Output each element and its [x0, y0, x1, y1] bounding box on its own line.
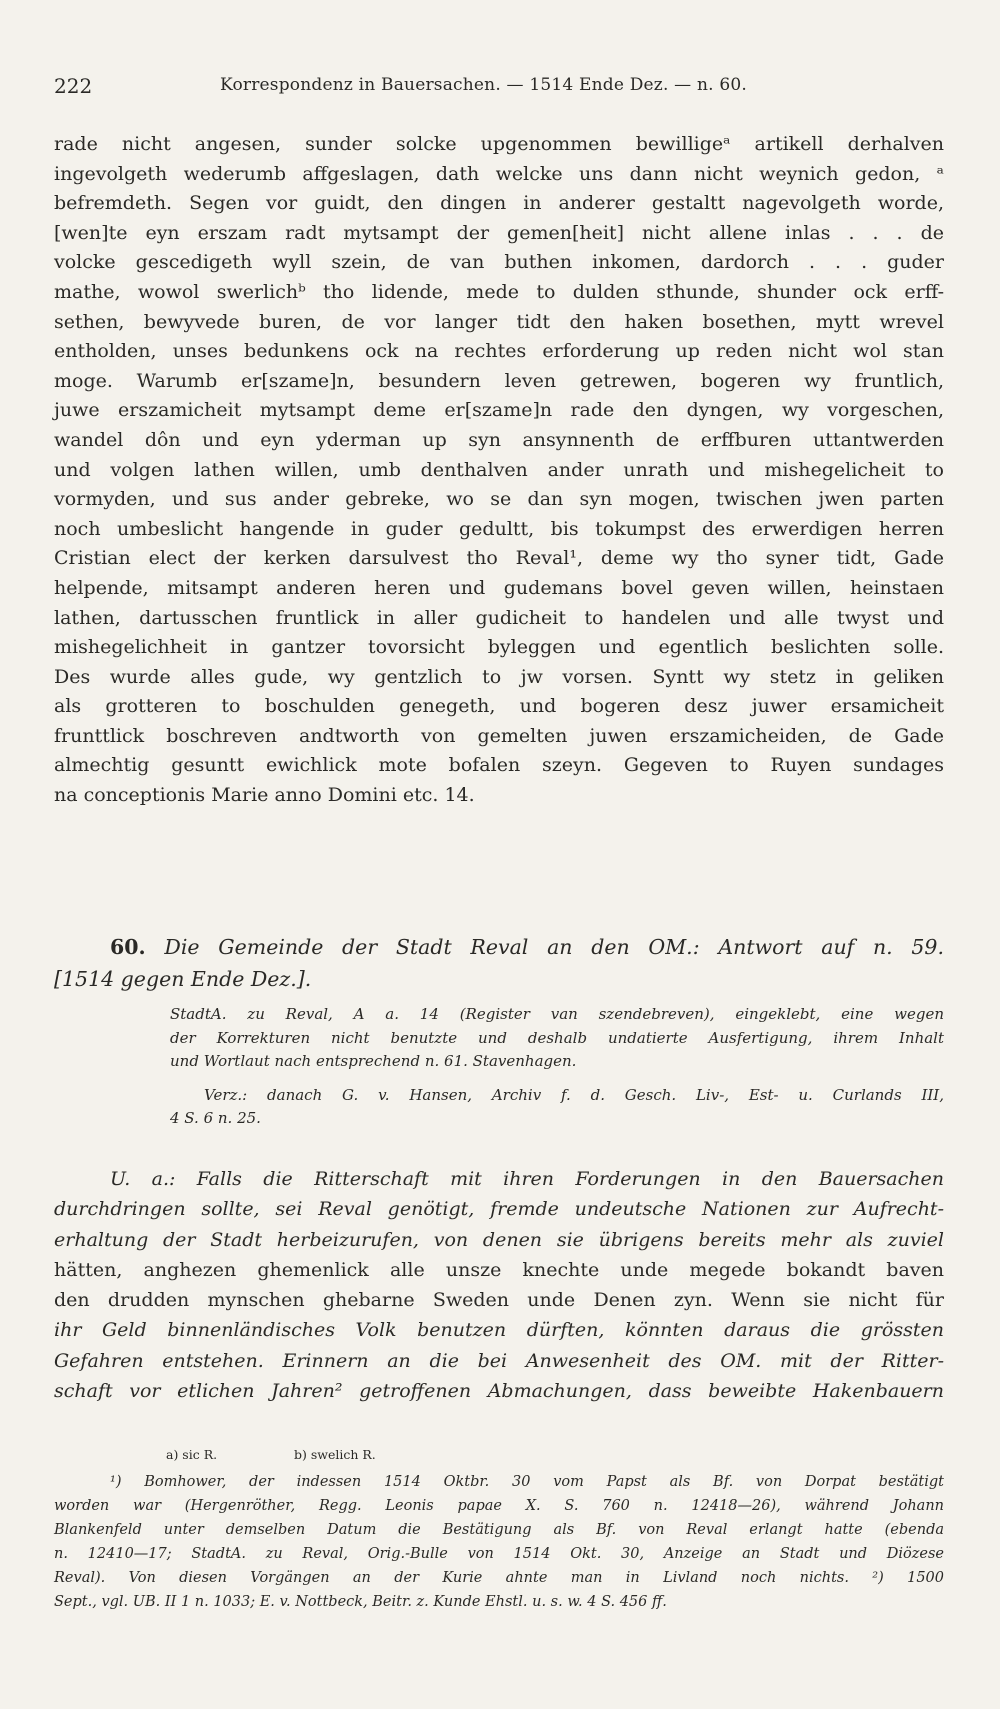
- page-number: 222: [54, 74, 93, 98]
- summary-line: U. a.: Falls die Ritterschaft mit ihren Forderungen in den Bauersachen: [110, 1168, 944, 1190]
- text-line: wandel dôn und eyn yderman up syn ansynnenth de erffburen uttantwerden: [54, 428, 944, 451]
- footnote-line: Reval). Von diesen Vorgängen an der Kurie ahnte man in Livland noch nichts. ²) 1500: [54, 1570, 944, 1586]
- text-line: ingevolgeth wederumb affgeslagen, dath welcke uns dann nicht weynich gedon, ᵃ: [54, 162, 944, 185]
- text-line: mishegelichheit in gantzer tovorsicht byleggen und egentlich beslichten solle.: [54, 636, 944, 659]
- footnote-line: ¹) Bomhower, der indessen 1514 Oktbr. 30 vom Papst als Bf. von Dorpat bestätigt: [110, 1474, 944, 1490]
- variant-note-b: b) swelich R.: [294, 1447, 376, 1462]
- source-line: und Wortlaut nach entsprechend n. 61. Stavenhagen.: [170, 1052, 577, 1070]
- variant-notes: [0, 1447, 1000, 1467]
- source-line: der Korrekturen nicht benutzte und deshalb undatierte Ausfertigung, ihrem Inhalt: [170, 1028, 944, 1047]
- letter-text: [54, 130, 944, 811]
- section-date: [1514 gegen Ende Dez.].: [54, 967, 312, 991]
- footnote-line: worden war (Hergenröther, Regg. Leonis papae X. S. 760 n. 12418—26), während Johann: [54, 1498, 944, 1514]
- text-line: noch umbeslicht hangende in guder gedultt, bis tokumpst des erwerdigen herren: [54, 517, 944, 540]
- summary-line: den drudden mynschen ghebarne Sweden unde Denen zyn. Wenn sie nicht für: [54, 1289, 944, 1312]
- text-line: juwe erszamicheit mytsampt deme er[szame]n rade den dyngen, wy vorgeschen,: [54, 399, 944, 422]
- text-line: als grotteren to boschulden genegeth, und bogeren desz juwer ersamicheit: [54, 695, 944, 718]
- verz-line: 4 S. 6 n. 25.: [170, 1109, 261, 1127]
- text-line: frunttlick boschreven andtworth von gemelten juwen erszamicheiden, de Gade: [54, 724, 944, 747]
- variant-note-a: a) sic R.: [166, 1447, 218, 1462]
- section-number: 60.: [110, 935, 146, 959]
- verz-line: Verz.: danach G. v. Hansen, Archiv f. d. Gesch. Liv-, Est- u. Curlands III,: [204, 1085, 944, 1104]
- text-line: moge. Warumb er[szame]n, besundern leven getrewen, bogeren wy fruntlich,: [54, 369, 944, 392]
- summary-line: durchdringen sollte, sei Reval genötigt, fremde undeutsche Nationen zur Aufrecht-: [54, 1198, 944, 1221]
- summary-line: ihr Geld binnenländisches Volk benutzen dürften, könnten daraus die grössten: [54, 1319, 944, 1342]
- summary-line: hätten, anghezen ghemenlick alle unsze knechte unde megede bokandt baven: [54, 1258, 944, 1281]
- source-line: StadtA. zu Reval, A a. 14 (Register van szendebreven), eingeklebt, eine wegen: [170, 1005, 944, 1023]
- text-line: lathen, dartusschen fruntlick in aller gudicheit to handelen und alle twyst und: [54, 606, 944, 629]
- footnotes: [54, 1470, 944, 1614]
- text-line: volcke gescedigeth wyll szein, de van buthen inkomen, dardorch . . . guder: [54, 251, 944, 274]
- section-title: Die Gemeinde der Stadt Reval an den OM.: Antwort auf n. 59.: [164, 935, 944, 959]
- section-heading: [54, 931, 944, 995]
- text-line: rade nicht angesen, sunder solcke upgenommen bewilligeᵃ artikell derhalven: [54, 133, 944, 155]
- footnote-line: n. 12410—17; StadtA. zu Reval, Orig.-Bulle von 1514 Okt. 30, Anzeige an Stadt und Diözese: [54, 1546, 944, 1562]
- source-note: [54, 1003, 944, 1131]
- summary-line: schaft vor etlichen Jahren² getroffenen Abmachungen, dass beweibte Hakenbauern: [54, 1380, 944, 1403]
- summary-line: erhaltung der Stadt herbeizurufen, von denen sie übrigens bereits mehr als zuviel: [54, 1228, 944, 1251]
- text-line: Cristian elect der kerken darsulvest tho Reval¹, deme wy tho syner tidt, Gade: [54, 547, 944, 570]
- footnote-line: Sept., vgl. UB. II 1 n. 1033; E. v. Nottbeck, Beitr. z. Kunde Ehstl. u. s. w. 4 S. 456 ff.: [54, 1594, 667, 1610]
- text-line: befremdeth. Segen vor guidt, den dingen in anderer gestaltt nagevolgeth worde,: [54, 192, 944, 215]
- text-line: almechtig gesuntt ewichlick mote bofalen szeyn. Gegeven to Ruyen sundages: [54, 754, 944, 777]
- summary-text: [54, 1164, 944, 1406]
- footnote-line: Blankenfeld unter demselben Datum die Bestätigung als Bf. von Reval erlangt hatte (ebenda: [54, 1522, 944, 1538]
- text-line: [wen]te eyn erszam radt mytsampt der gemen[heit] nicht allene inlas . . . de: [54, 221, 944, 244]
- text-line: und volgen lathen willen, umb denthalven ander unrath und mishegelicheit to: [54, 458, 944, 481]
- text-line: mathe, wowol swerlichᵇ tho lidende, mede to dulden sthunde, shunder ock erff-: [54, 280, 944, 303]
- text-line: sethen, bewyvede buren, de vor langer tidt den haken bosethen, mytt wrevel: [54, 310, 944, 333]
- page-header: [54, 74, 944, 100]
- running-title: Korrespondenz in Bauersachen. — 1514 Ende Dez. — n. 60.: [220, 75, 747, 95]
- text-line: na conceptionis Marie anno Domini etc. 14.: [54, 784, 475, 807]
- summary-line: Gefahren entstehen. Erinnern an die bei Anwesenheit des OM. mit der Ritter-: [54, 1349, 944, 1372]
- text-line: entholden, unses bedunkens ock na rechtes erforderung up reden nicht wol stan: [54, 340, 944, 363]
- text-line: Des wurde alles gude, wy gentzlich to jw vorsen. Syntt wy stetz in geliken: [54, 665, 944, 688]
- text-line: helpende, mitsampt anderen heren und gudemans bovel geven willen, heinstaen: [54, 576, 944, 599]
- text-line: vormyden, und sus ander gebreke, wo se dan syn mogen, twischen jwen parten: [54, 488, 944, 511]
